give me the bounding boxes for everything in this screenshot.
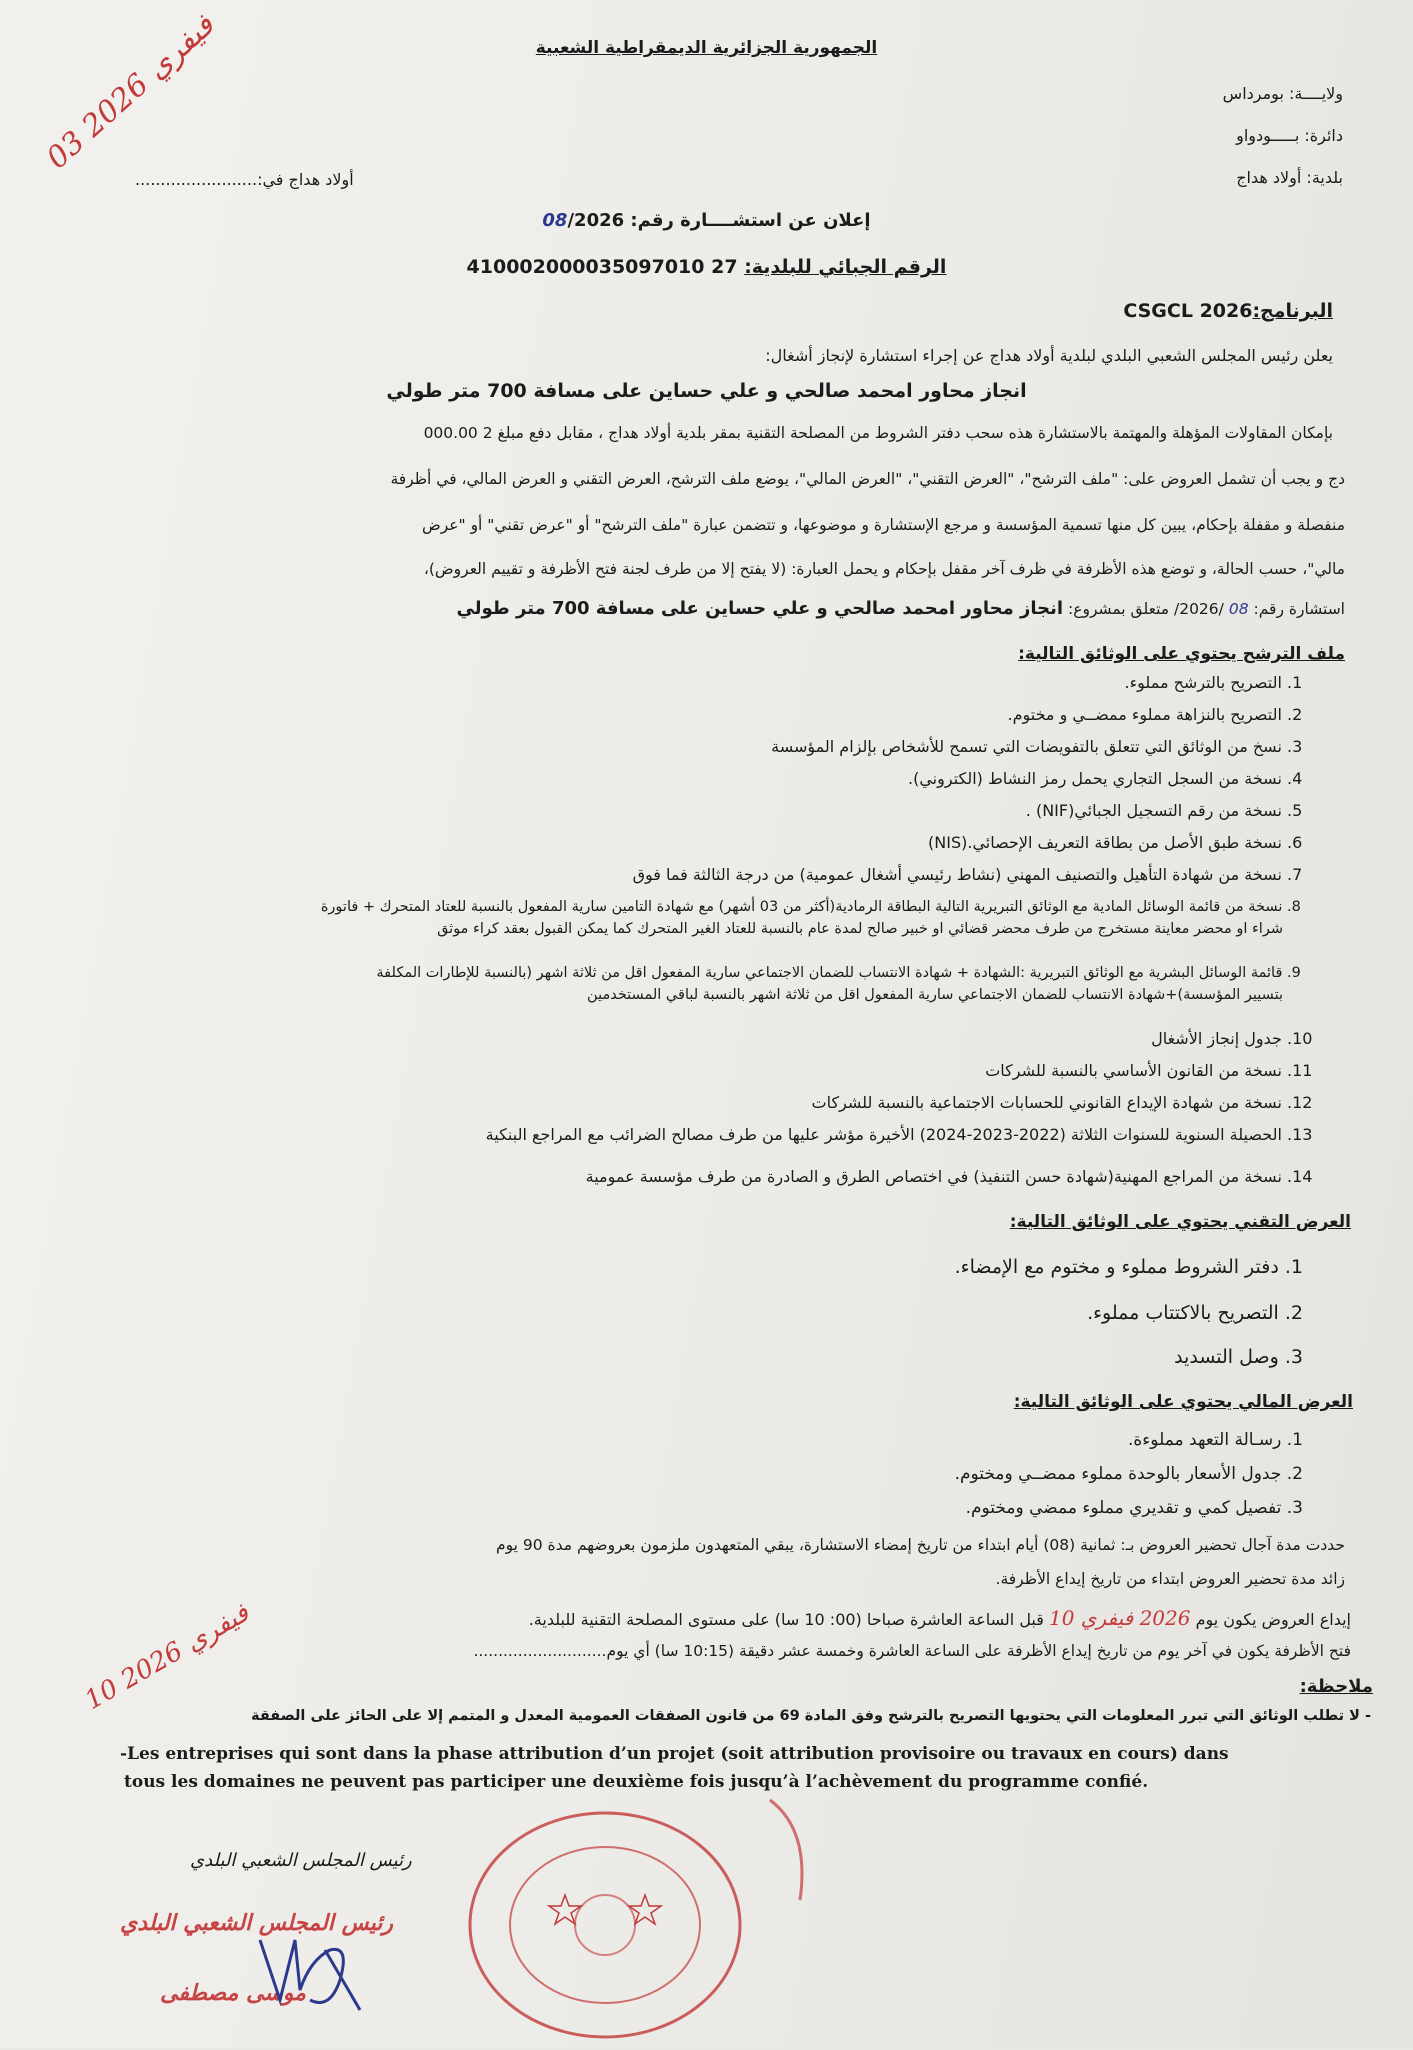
- tax-number-line: [0, 256, 1413, 278]
- signature-title: رئيس المجلس الشعبي البلدي: [190, 1850, 412, 1871]
- list-item: 12. نسخة من شهادة الإيداع القانوني للحسابات الاجتماعية بالنسبة للشركات: [811, 1093, 1313, 1112]
- list-item: 3. تفصيل كمي و تقديري مملوء ممضي ومختوم.: [965, 1498, 1303, 1518]
- baladiya-line: بلدية: أولاد هداج: [1236, 168, 1343, 187]
- signature-scribble: [240, 1920, 380, 2030]
- intro-text: يعلن رئيس المجلس الشعبي البلدي لبلدية أولاد هداج عن إجراء استشارة لإنجاز أشغال:: [765, 346, 1333, 365]
- place-date: أولاد هداج في:........................: [135, 170, 354, 189]
- candidacy-heading: ملف الترشح يحتوي على الوثائق التالية:: [1018, 644, 1345, 664]
- list-item: 1. رسـالة التعهد مملوءة.: [1128, 1430, 1303, 1450]
- list-item: 14. نسخة من المراجع المهنية(شهادة حسن التنفيذ) في اختصاص الطرق و الصادرة من طرف مؤسسة عمومية: [585, 1167, 1313, 1186]
- paragraph-line-2: دج و يجب أن تشمل العروض على: "ملف الترشح"، "العرض التقني"، "العرض المالي"، يوضع ملف الترشح، العرض التقني و العرض المالي، في أظرفة: [390, 470, 1345, 488]
- announcement-title-label: إعلان عن استشــــارة رقم:: [630, 210, 871, 231]
- list-item: 3. نسخ من الوثائق التي تتعلق بالتفويضات التي تسمح للأشخاص بإلزام المؤسسة: [771, 737, 1303, 756]
- tax-label: الرقم الجبائي للبلدية:: [744, 256, 947, 278]
- list-item: 7. نسخة من شهادة التأهيل والتصنيف المهني (نشاط رئيسي أشغال عمومية) من درجة الثالثة فما فوق: [632, 865, 1303, 884]
- list-item: 13. الحصيلة السنوية للسنوات الثلاثة (2022-2023-2024) الأخيرة مؤشر عليها من طرف مصالح الضرائب مع المراجع البنكية: [485, 1125, 1313, 1144]
- list-item: 2. التصريح بالاكتتاب مملوء.: [1087, 1302, 1303, 1324]
- signature-stamp-title: رئيس المجلس الشعبي البلدي: [120, 1910, 394, 1936]
- tax-number: 410002000035097010 27: [466, 256, 738, 278]
- consultation-number-handwritten: 08: [1228, 600, 1249, 618]
- list-item: 9. قائمة الوسائل البشرية مع الوثائق التبريرية :الشهادة + شهادة الانتساب للضمان الاجتماعي سارية المفعول اقل من ثلاثة اشهر (بالنسبة للإطارات المكلفة بتسيير المؤسسة)+شهادة الانتساب للضمان الاجتماعي سارية المفعول اقل من ثلاثة اشهر بالنسبة لباقي المستخدمين: [376, 965, 1301, 1003]
- list-item: 10. جدول إنجاز الأشغال: [1151, 1029, 1313, 1048]
- handwritten-deposit-date: 2026 فيفري 10: [1049, 1606, 1191, 1630]
- deadline-line-3: إيداع العروض يكون يوم 2026 فيفري 10 قبل الساعة العاشرة صباحا (00: 10 سا) على مستوى المصلحة التقنية للبلدية.: [528, 1606, 1351, 1630]
- list-item: 4. نسخة من السجل التجاري يحمل رمز النشاط (الكتروني).: [908, 769, 1303, 788]
- announcement-year: /2026: [567, 210, 625, 231]
- program-line: [1123, 300, 1333, 322]
- signature-stamp-name: موسى مصطفى: [160, 1980, 306, 2006]
- candidacy-list: [3, 672, 1323, 1202]
- note-2: -Les entreprises qui sont dans la phase attribution d’un projet (soit attribution provisoire ou travaux en cours) dans: [120, 1744, 1229, 1764]
- notes-heading: ملاحظة:: [1299, 1676, 1373, 1697]
- daira-line: دائرة: بـــــودواو: [1236, 126, 1343, 145]
- technical-heading: العرض التقني يحتوي على الوثائق التالية:: [1009, 1212, 1351, 1232]
- paragraph-line-4: مالي"، حسب الحالة، و توضع هذه الأظرفة في ظرف آخر مقفل بإحكام و يحمل العبارة: (لا يفتح إلا من طرف لجنة فتح الأظرفة و تقييم العروض)،: [423, 560, 1345, 578]
- consultation-label: استشارة رقم:: [1253, 600, 1345, 618]
- list-item: 3. وصل التسديد: [1174, 1346, 1303, 1368]
- list-item: 1. التصريح بالترشح مملوء.: [1124, 673, 1303, 692]
- list-item: 1. دفتر الشروط مملوء و مختوم مع الإمضاء.: [954, 1256, 1303, 1278]
- handwritten-date-top: 03 فيفري 2026: [40, 7, 222, 177]
- official-seal: [455, 1800, 755, 2050]
- seal-edge: [760, 1790, 840, 1910]
- list-item: 8. نسخة من قائمة الوسائل المادية مع الوثائق التبريرية التالية البطاقة الرمادية(أكثر من 03 أشهر) مع شهادة التامين سارية المفعول بالنسبة للعتاد المتحرك + فاتورة شراء او محضر معاينة مستخرج من طرف محضر قضائي او خبير صالح لمدة عام بالنسبة للعتاد الغير المتحرك كما يمكن القبول بعقد كراء موثق: [320, 899, 1301, 937]
- project-title: انجاز محاور امحمد صالحي و علي حساين على مسافة 700 متر طولي: [386, 380, 1027, 402]
- paragraph-line-5: [75, 598, 1345, 620]
- note-3: tous les domaines ne peuvent pas participer une deuxième fois jusqu’à l’achèvement du programme confié.: [124, 1772, 1149, 1792]
- list-item: 6. نسخة طبق الأصل من بطاقة التعريف الإحصائي.(NIS): [928, 833, 1303, 852]
- consultation-project: انجاز محاور امحمد صالحي و علي حساين على مسافة 700 متر طولي: [456, 598, 1064, 619]
- announcement-title: [0, 210, 1413, 231]
- list-item: 5. نسخة من رقم التسجيل الجبائي(NIF) .: [1025, 801, 1303, 820]
- deadline-line-1: حددت مدة آجال تحضير العروض بـ: ثمانية (08) أيام ابتداء من تاريخ إمضاء الاستشارة، يبقي المتعهدون ملزمون بعروضهم مدة 90 يوم: [495, 1536, 1345, 1554]
- financial-heading: العرض المالي يحتوي على الوثائق التالية:: [1013, 1392, 1353, 1412]
- list-item: 11. نسخة من القانون الأساسي بالنسبة للشركات: [985, 1061, 1313, 1080]
- note-1: - لا تطلب الوثائق التي تبرر المعلومات التي يحتويها التصريح بالترشح وفق المادة 69 من قانون الصفقات العمومية المعدل و المتمم إلا على الحائز على الصفقة: [251, 1708, 1371, 1724]
- program-label: البرنامج:: [1252, 300, 1333, 322]
- list-item: 2. جدول الأسعار بالوحدة مملوء ممضــي ومختوم.: [954, 1464, 1303, 1484]
- consultation-mid: /2026/ متعلق بمشروع:: [1068, 600, 1224, 618]
- deadline-line-4: فتح الأظرفة يكون في آخر يوم من تاريخ إيداع الأظرفة على الساعة العاشرة وخمسة عشر دقيقة (10:15 سا) أي يوم...........................: [473, 1642, 1351, 1660]
- list-item: 2. التصريح بالنزاهة مملوء ممضــي و مختوم.: [1007, 705, 1303, 724]
- paragraph-line-3: منفصلة و مقفلة بإحكام، يبين كل منها تسمية المؤسسة و مرجع الإستشارة و موضوعها، و تتضمن عبارة "ملف الترشح" أو "عرض تقني" أو "عرض: [421, 516, 1345, 534]
- republic-title: الجمهورية الجزائرية الديمقراطية الشعبية: [535, 38, 878, 58]
- program-value: CSGCL 2026: [1123, 300, 1253, 322]
- wilaya-line: ولايــــة: بومرداس: [1222, 84, 1343, 103]
- handwritten-date-mid: 10 فيفري 2026: [80, 1598, 255, 1716]
- deadline-line-2: زائد مدة تحضير العروض ابتداء من تاريخ إيداع الأظرفة.: [995, 1570, 1345, 1588]
- announcement-number-handwritten: 08: [542, 210, 568, 231]
- paragraph-line-1: بإمكان المقاولات المؤهلة والمهتمة بالاستشارة هذه سحب دفتر الشروط من المصلحة التقنية بمقر بلدية أولاد هداج ، مقابل دفع مبلغ 2 000.00: [423, 424, 1333, 442]
